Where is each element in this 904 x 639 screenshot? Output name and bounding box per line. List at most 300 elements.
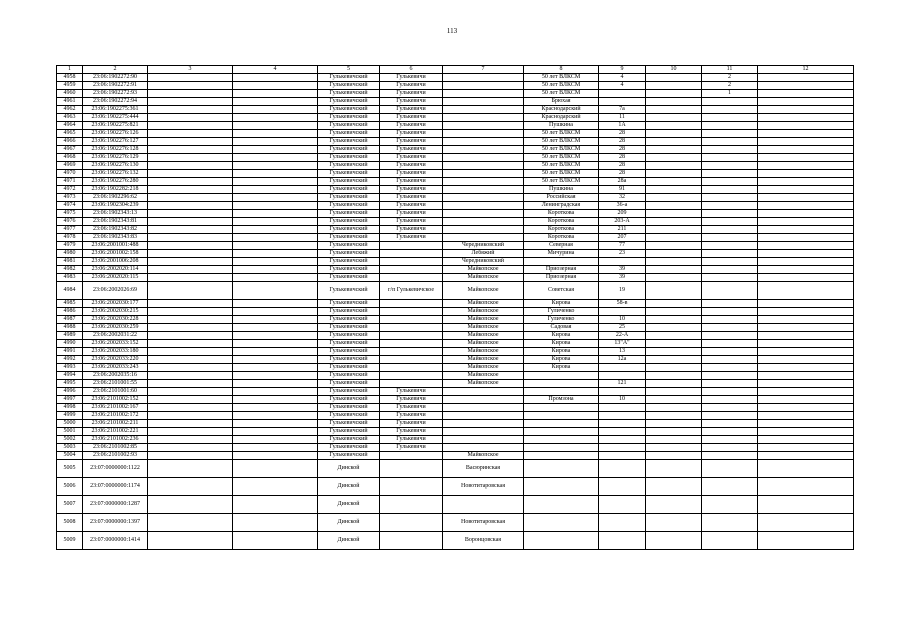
table-cell: 5008 (57, 514, 83, 532)
table-cell (758, 478, 854, 496)
table-cell (233, 460, 318, 478)
table-cell (443, 218, 524, 226)
table-cell: 11 (599, 114, 646, 122)
table-cell (702, 396, 758, 404)
table-cell: Гулькевичский (318, 210, 380, 218)
table-cell (758, 532, 854, 550)
table-cell (233, 122, 318, 130)
table-cell: Гулькевичский (318, 194, 380, 202)
table-cell (148, 412, 233, 420)
table-cell (646, 274, 702, 282)
table-cell: 28 (599, 170, 646, 178)
table-row (57, 122, 854, 130)
table-cell (646, 98, 702, 106)
table-cell: 12а (599, 356, 646, 364)
table-cell: 4987 (57, 316, 83, 324)
table-cell (148, 532, 233, 550)
table-cell: 5002 (57, 436, 83, 444)
table-cell: Гулькевичи (380, 226, 443, 234)
table-cell (380, 380, 443, 388)
table-cell: 28 (599, 138, 646, 146)
table-cell (646, 412, 702, 420)
table-row (57, 226, 854, 234)
table-cell: 36-а (599, 202, 646, 210)
table-cell (148, 226, 233, 234)
table-cell (443, 186, 524, 194)
table-cell: 4965 (57, 130, 83, 138)
table-cell (524, 496, 599, 514)
table-cell (148, 332, 233, 340)
table-cell (524, 380, 599, 388)
table-cell (758, 452, 854, 460)
table-cell (443, 428, 524, 436)
table-cell (524, 478, 599, 496)
table-cell (702, 452, 758, 460)
table-cell (233, 478, 318, 496)
table-cell: Гулькевичи (380, 218, 443, 226)
table-row (57, 460, 854, 478)
column-header: 2 (83, 66, 148, 74)
table-cell: 23:06:1902272:91 (83, 82, 148, 90)
table-cell: 23:06:2002033:180 (83, 348, 148, 356)
table-cell (646, 324, 702, 332)
table-row (57, 210, 854, 218)
table-cell (380, 332, 443, 340)
table-row (57, 380, 854, 388)
table-cell (148, 404, 233, 412)
table-cell (646, 194, 702, 202)
table-cell: Майкопское (443, 372, 524, 380)
table-cell: Динской (318, 478, 380, 496)
table-cell: Гулькевичи (380, 178, 443, 186)
table-cell (758, 436, 854, 444)
table-cell: 23:06:1902275:444 (83, 114, 148, 122)
table-row (57, 396, 854, 404)
table-cell (702, 324, 758, 332)
table-cell: 4963 (57, 114, 83, 122)
table-cell (233, 274, 318, 282)
table-cell (148, 154, 233, 162)
table-cell (758, 356, 854, 364)
table-cell (758, 300, 854, 308)
table-cell: 23:06:2002030:215 (83, 308, 148, 316)
table-cell: Гулькевичи (380, 388, 443, 396)
table-cell (646, 114, 702, 122)
table-cell: 50 лет ВЛКСМ (524, 162, 599, 170)
table-cell (646, 340, 702, 348)
table-cell: Гулькевичский (318, 404, 380, 412)
table-cell: Чередниковский (443, 242, 524, 250)
table-cell (524, 420, 599, 428)
column-header: 8 (524, 66, 599, 74)
table-cell: 207 (599, 234, 646, 242)
table-cell (443, 82, 524, 90)
table-cell (443, 170, 524, 178)
table-cell (599, 496, 646, 514)
table-cell: Гулькевичский (318, 178, 380, 186)
table-cell (148, 380, 233, 388)
table-row (57, 130, 854, 138)
table-cell: Динской (318, 496, 380, 514)
table-cell: Гулькевичский (318, 388, 380, 396)
table-cell: 5003 (57, 444, 83, 452)
table-cell: 28а (599, 178, 646, 186)
table-cell: Садовая (524, 324, 599, 332)
table-cell: 4961 (57, 98, 83, 106)
table-cell: 23:06:1902304:239 (83, 202, 148, 210)
table-cell: Динской (318, 514, 380, 532)
table-cell (380, 250, 443, 258)
table-cell: Гулькевичи (380, 162, 443, 170)
table-cell (443, 226, 524, 234)
table-cell (599, 478, 646, 496)
table-cell: Майкопское (443, 340, 524, 348)
table-cell: 23:07:0000000:1122 (83, 460, 148, 478)
table-cell (599, 428, 646, 436)
table-cell: 4980 (57, 250, 83, 258)
table-cell (758, 178, 854, 186)
table-cell (758, 396, 854, 404)
table-cell: 23:06:2101001:55 (83, 380, 148, 388)
table-cell (443, 234, 524, 242)
table-cell: Российская (524, 194, 599, 202)
table-cell: 1А (599, 122, 646, 130)
table-cell (233, 452, 318, 460)
table-cell: Гулькевичи (380, 138, 443, 146)
table-cell: Гулькевичский (318, 316, 380, 324)
table-cell: 23:06:1902276:126 (83, 130, 148, 138)
table-cell (758, 332, 854, 340)
table-cell (646, 444, 702, 452)
table-cell: Гулькевичский (318, 226, 380, 234)
table-cell (758, 428, 854, 436)
table-cell (380, 274, 443, 282)
table-cell (443, 202, 524, 210)
table-cell (702, 218, 758, 226)
table-cell (702, 114, 758, 122)
table-cell (702, 258, 758, 266)
table-cell: 10 (599, 316, 646, 324)
table-cell (524, 436, 599, 444)
table-cell: Гулькевичский (318, 154, 380, 162)
table-cell (524, 452, 599, 460)
table-row (57, 364, 854, 372)
table-cell (233, 380, 318, 388)
table-cell (233, 106, 318, 114)
table-cell (148, 258, 233, 266)
table-cell: 4 (599, 82, 646, 90)
table-cell (233, 332, 318, 340)
table-cell: 23:06:1902275:821 (83, 122, 148, 130)
table-cell: Динской (318, 460, 380, 478)
table-cell (702, 234, 758, 242)
table-cell: Северная (524, 242, 599, 250)
table-cell (233, 436, 318, 444)
table-cell: 23:06:2002020:114 (83, 266, 148, 274)
table-cell: 23:06:1902296:62 (83, 194, 148, 202)
table-cell (646, 532, 702, 550)
table-cell (646, 364, 702, 372)
table-cell: Гулькевичский (318, 74, 380, 82)
table-cell (233, 404, 318, 412)
table-cell (443, 404, 524, 412)
table-row (57, 258, 854, 266)
table-cell: Гулькевичский (318, 282, 380, 300)
table-cell (380, 496, 443, 514)
table-cell: Гулькевичский (318, 324, 380, 332)
table-cell: 23:06:1902276:129 (83, 154, 148, 162)
table-cell: Гулькевичский (318, 162, 380, 170)
table-cell (148, 170, 233, 178)
table-cell (702, 496, 758, 514)
table-cell: Гулькевичский (318, 234, 380, 242)
table-cell: Гулькевичский (318, 300, 380, 308)
table-cell (148, 420, 233, 428)
table-cell (758, 106, 854, 114)
table-cell (233, 532, 318, 550)
table-cell: 23:06:2002026:69 (83, 282, 148, 300)
table-cell: 23:06:2101002:172 (83, 412, 148, 420)
table-cell (148, 478, 233, 496)
table-cell (646, 372, 702, 380)
table-cell: 23:06:1902272:93 (83, 90, 148, 98)
table-cell: 4975 (57, 210, 83, 218)
table-cell (646, 122, 702, 130)
table-row (57, 420, 854, 428)
table-cell (702, 194, 758, 202)
table-cell (148, 98, 233, 106)
table-cell (758, 138, 854, 146)
table-cell (758, 308, 854, 316)
table-row (57, 266, 854, 274)
table-cell (443, 444, 524, 452)
table-cell (233, 218, 318, 226)
table-cell (148, 460, 233, 478)
table-cell: 23:06:2001001:488 (83, 242, 148, 250)
table-cell: Короткова (524, 218, 599, 226)
table-cell: 2 (702, 82, 758, 90)
table-cell: 23:06:1902343:13 (83, 210, 148, 218)
table-cell (233, 340, 318, 348)
table-cell (233, 138, 318, 146)
table-cell: Гулькевичский (318, 274, 380, 282)
table-cell: Краснодарский (524, 106, 599, 114)
table-cell: 10 (599, 396, 646, 404)
table-cell (380, 348, 443, 356)
table-cell (758, 274, 854, 282)
table-cell: 23:06:2101002:85 (83, 444, 148, 452)
table-cell: Гулькевичский (318, 82, 380, 90)
table-cell (148, 106, 233, 114)
table-cell (443, 122, 524, 130)
table-cell (646, 496, 702, 514)
column-header: 1 (57, 66, 83, 74)
table-cell (646, 404, 702, 412)
table-cell (380, 514, 443, 532)
table-cell: 5004 (57, 452, 83, 460)
table-cell (148, 496, 233, 514)
table-cell: Гулькевичский (318, 106, 380, 114)
table-cell: 23:06:2002020:115 (83, 274, 148, 282)
table-cell (758, 170, 854, 178)
table-cell (233, 202, 318, 210)
table-cell (524, 428, 599, 436)
table-cell (646, 250, 702, 258)
table-cell (758, 226, 854, 234)
table-cell (646, 332, 702, 340)
table-cell (702, 98, 758, 106)
table-cell (233, 324, 318, 332)
table-cell: Новотитаровская (443, 478, 524, 496)
table-cell: 13 (599, 348, 646, 356)
table-cell (443, 98, 524, 106)
table-cell (702, 340, 758, 348)
table-cell: 4990 (57, 340, 83, 348)
table-cell: Майкопское (443, 356, 524, 364)
table-cell (646, 420, 702, 428)
table-cell (148, 162, 233, 170)
table-cell: 4970 (57, 170, 83, 178)
table-cell: Гулькевичи (380, 234, 443, 242)
register-table (56, 65, 854, 550)
table-cell: Гулькевичский (318, 138, 380, 146)
table-cell: Пушкина (524, 122, 599, 130)
table-cell (646, 396, 702, 404)
table-cell (758, 154, 854, 162)
table-cell (380, 340, 443, 348)
table-cell: 23:06:1902343:82 (83, 226, 148, 234)
table-cell (702, 186, 758, 194)
table-cell: 4996 (57, 388, 83, 396)
table-cell: 50 лет ВЛКСМ (524, 138, 599, 146)
table-cell: 4986 (57, 308, 83, 316)
table-cell: Гулькевичский (318, 114, 380, 122)
table-cell (702, 146, 758, 154)
table-cell (646, 106, 702, 114)
table-cell (702, 138, 758, 146)
table-cell (524, 258, 599, 266)
table-cell (702, 316, 758, 324)
table-cell (148, 234, 233, 242)
table-cell (599, 452, 646, 460)
table-cell: 23:06:1902276:130 (83, 162, 148, 170)
table-cell (702, 420, 758, 428)
table-cell (702, 514, 758, 532)
table-cell: 23:06:2101002:211 (83, 420, 148, 428)
table-cell: Кирова (524, 340, 599, 348)
table-row (57, 478, 854, 496)
table-cell: Гулькевичи (380, 194, 443, 202)
table-cell (148, 340, 233, 348)
table-cell (443, 396, 524, 404)
table-cell (233, 444, 318, 452)
table-cell: 5001 (57, 428, 83, 436)
table-cell: 209 (599, 210, 646, 218)
table-cell (702, 202, 758, 210)
table-cell (702, 428, 758, 436)
table-cell (646, 202, 702, 210)
table-cell: Майкопское (443, 324, 524, 332)
table-cell: 4958 (57, 74, 83, 82)
table-cell: 32 (599, 194, 646, 202)
column-header: 11 (702, 66, 758, 74)
table-cell: Майкопское (443, 380, 524, 388)
table-cell: 4994 (57, 372, 83, 380)
table-cell: 23:06:2101002:152 (83, 396, 148, 404)
table-cell (148, 194, 233, 202)
table-row (57, 274, 854, 282)
table-row (57, 428, 854, 436)
column-header: 3 (148, 66, 233, 74)
table-cell (443, 138, 524, 146)
table-cell: Гулькевичский (318, 130, 380, 138)
table-row (57, 250, 854, 258)
table-row (57, 356, 854, 364)
table-cell (148, 202, 233, 210)
table-cell: Гулькевичский (318, 218, 380, 226)
table-cell: Кирова (524, 356, 599, 364)
table-row (57, 178, 854, 186)
table-cell (758, 340, 854, 348)
table-row (57, 436, 854, 444)
table-cell: 4959 (57, 82, 83, 90)
table-cell (646, 316, 702, 324)
table-cell: 4985 (57, 300, 83, 308)
table-row (57, 412, 854, 420)
table-cell: Гулькевичский (318, 258, 380, 266)
table-cell (233, 364, 318, 372)
table-cell: Мичурина (524, 250, 599, 258)
table-cell (646, 380, 702, 388)
table-cell (758, 114, 854, 122)
table-cell (380, 324, 443, 332)
table-cell: 23:07:0000000:1174 (83, 478, 148, 496)
table-cell (380, 258, 443, 266)
table-cell: Кирова (524, 364, 599, 372)
table-cell: Гулькевичи (380, 396, 443, 404)
table-cell (148, 348, 233, 356)
table-cell: 23:06:1902275:361 (83, 106, 148, 114)
table-cell (646, 266, 702, 274)
table-cell (702, 282, 758, 300)
table-cell: 91 (599, 186, 646, 194)
table-cell: 5000 (57, 420, 83, 428)
table-cell: 4966 (57, 138, 83, 146)
table-cell (702, 210, 758, 218)
table-cell: Гулькевичский (318, 356, 380, 364)
table-cell (646, 356, 702, 364)
table-cell: 4969 (57, 162, 83, 170)
table-cell (758, 388, 854, 396)
table-cell: Гулькевичский (318, 186, 380, 194)
table-cell (233, 178, 318, 186)
table-cell (646, 74, 702, 82)
table-cell: 4968 (57, 154, 83, 162)
table-cell (646, 348, 702, 356)
table-cell: 4982 (57, 266, 83, 274)
table-cell: Чередниковский (443, 258, 524, 266)
table-cell (758, 404, 854, 412)
table-cell (646, 460, 702, 478)
table-cell (148, 444, 233, 452)
table-cell (233, 194, 318, 202)
table-cell (702, 348, 758, 356)
table-cell: 211 (599, 226, 646, 234)
table-cell: 23:06:2101002:93 (83, 452, 148, 460)
table-cell (599, 436, 646, 444)
table-cell (758, 460, 854, 478)
table-cell: Гулькевичский (318, 242, 380, 250)
